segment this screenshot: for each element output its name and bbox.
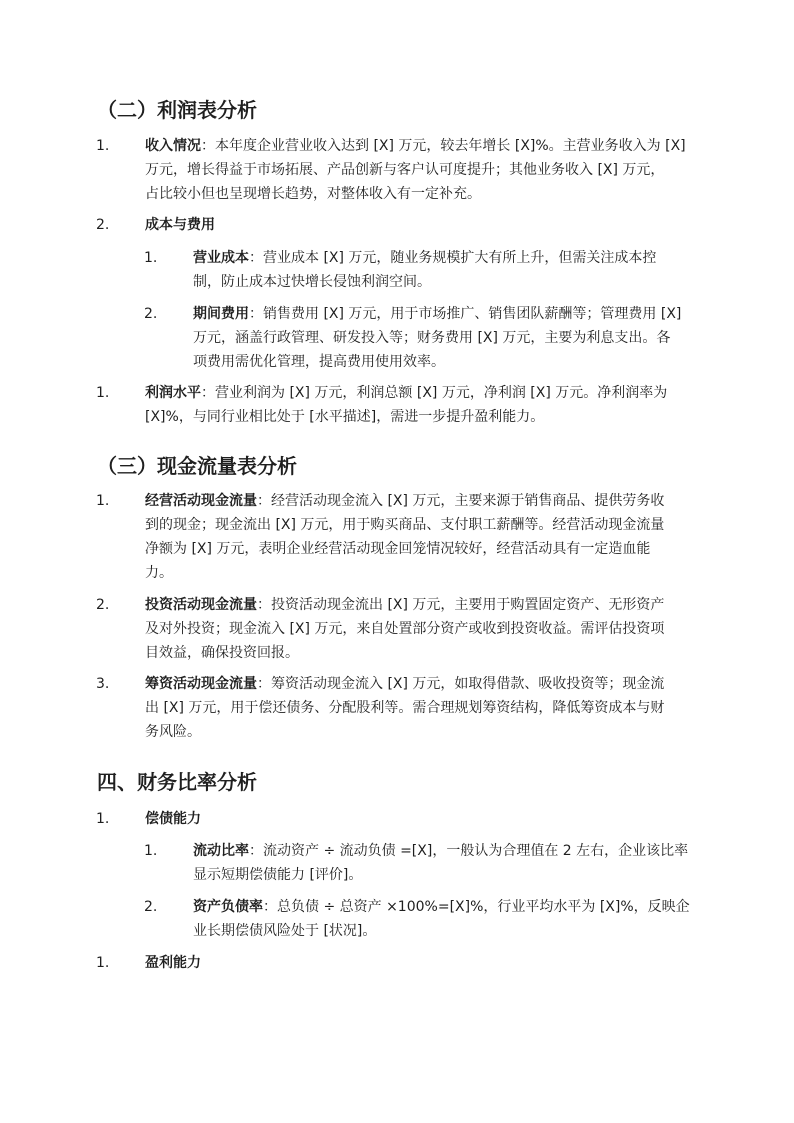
- text-line: 力。: [145, 565, 173, 581]
- text-line: 制，防止成本过快增长侵蚀利润空间。: [193, 274, 431, 290]
- list-text: [145, 489, 664, 585]
- list-text: [145, 672, 664, 744]
- text-line: 项费用需优化管理，提高费用使用效率。: [193, 354, 445, 370]
- text-line: [193, 895, 690, 919]
- item-text: ：本年度企业营业收入达到 [X] 万元，较去年增长 [X]%。主营业务收入为 [X]: [201, 138, 686, 154]
- list-number: 1.: [144, 250, 158, 266]
- item-label: 偿债能力: [145, 811, 201, 827]
- list-number: 1.: [144, 843, 158, 859]
- text-line: 务风险。: [145, 724, 201, 740]
- list-number: 1.: [96, 955, 110, 971]
- text-line: 显示短期偿债能力 [评价]。: [193, 867, 363, 883]
- list-number: 2.: [96, 217, 110, 233]
- text-line: [145, 134, 686, 158]
- item-label: 营业成本: [193, 250, 249, 266]
- item-text: ：投资活动现金流出 [X] 万元，主要用于购置固定资产、无形资产: [257, 597, 665, 613]
- text-line: 占比较小但也呈现增长趋势，对整体收入有一定补充。: [145, 186, 481, 202]
- item-text: ：筹资活动现金流入 [X] 万元，如取得借款、吸收投资等；现金流: [257, 676, 665, 692]
- list-text: [145, 951, 201, 975]
- list-text: [193, 895, 690, 943]
- item-label: 资产负债率: [193, 899, 263, 915]
- item-text: ：经营活动现金流入 [X] 万元，主要来源于销售商品、提供劳务收: [257, 493, 665, 509]
- list-number: 1.: [96, 811, 110, 827]
- list-text: [193, 246, 656, 294]
- list-text: [145, 381, 667, 429]
- item-text: ：营业利润为 [X] 万元，利润总额 [X] 万元，净利润 [X] 万元。净利润率为: [201, 385, 668, 401]
- text-line: [145, 381, 667, 405]
- text-line: 万元，涵盖行政管理、研发投入等；财务费用 [X] 万元，主要为利息支出。各: [193, 330, 671, 346]
- item-text: ：销售费用 [X] 万元，用于市场推广、销售团队薪酬等；管理费用 [X]: [249, 306, 682, 322]
- item-text: ：流动资产 ÷ 流动负债 =[X]，一般认为合理值在 2 左右，企业该比率: [249, 843, 689, 859]
- text-line: [193, 839, 688, 863]
- list-text: [193, 302, 681, 374]
- list-number: 1.: [96, 138, 110, 154]
- list-number: 2.: [144, 899, 158, 915]
- list-number: 1.: [96, 385, 110, 401]
- text-line: 及对外投资；现金流入 [X] 万元，来自处置部分资产或收到投资收益。需评估投资项: [145, 621, 665, 637]
- item-label: 期间费用: [193, 306, 249, 322]
- item-label: 收入情况: [145, 138, 201, 154]
- text-line: [193, 246, 656, 270]
- text-line: 目效益，确保投资回报。: [145, 645, 299, 661]
- text-line: 万元，增长得益于市场拓展、产品创新与客户认可度提升；其他业务收入 [X] 万元，: [145, 162, 665, 178]
- list-text: [145, 807, 201, 831]
- text-line: 到的现金；现金流出 [X] 万元，用于购买商品、支付职工薪酬等。经营活动现金流量: [145, 517, 665, 533]
- text-line: [145, 489, 664, 513]
- list-text: [145, 593, 664, 665]
- item-text: ：营业成本 [X] 万元，随业务规模扩大有所上升，但需关注成本控: [249, 250, 657, 266]
- list-text: [145, 213, 215, 237]
- section-heading-financial-ratios: 四、财务比率分析: [97, 770, 257, 794]
- list-text: [193, 839, 688, 887]
- item-text: ：总负债 ÷ 总资产 ×100%=[X]%，行业平均水平为 [X]%，反映企: [263, 899, 690, 915]
- item-label: 筹资活动现金流量: [145, 676, 257, 692]
- text-line: [145, 672, 664, 696]
- text-line: [193, 302, 681, 326]
- list-text: [145, 134, 686, 206]
- text-line: 出 [X] 万元，用于偿还债务、分配股利等。需合理规划筹资结构，降低筹资成本与财: [145, 700, 665, 716]
- item-label: 经营活动现金流量: [145, 493, 257, 509]
- item-label: 成本与费用: [145, 217, 215, 233]
- list-number: 2.: [96, 597, 110, 613]
- item-label: 流动比率: [193, 843, 249, 859]
- text-line: [X]%，与同行业相比处于 [水平描述]，需进一步提升盈利能力。: [145, 409, 545, 425]
- text-line: 业长期偿债风险处于 [状况]。: [193, 923, 377, 939]
- text-line: 净额为 [X] 万元，表明企业经营活动现金回笼情况较好，经营活动具有一定造血能: [145, 541, 651, 557]
- item-label: 利润水平: [145, 385, 201, 401]
- list-number: 1.: [96, 493, 110, 509]
- item-label: 投资活动现金流量: [145, 597, 257, 613]
- list-number: 2.: [144, 306, 158, 322]
- section-heading-income-statement: （二）利润表分析: [97, 98, 257, 122]
- text-line: [145, 593, 664, 617]
- section-heading-cash-flow: （三）现金流量表分析: [97, 454, 297, 478]
- item-label: 盈利能力: [145, 955, 201, 971]
- list-number: 3.: [96, 676, 110, 692]
